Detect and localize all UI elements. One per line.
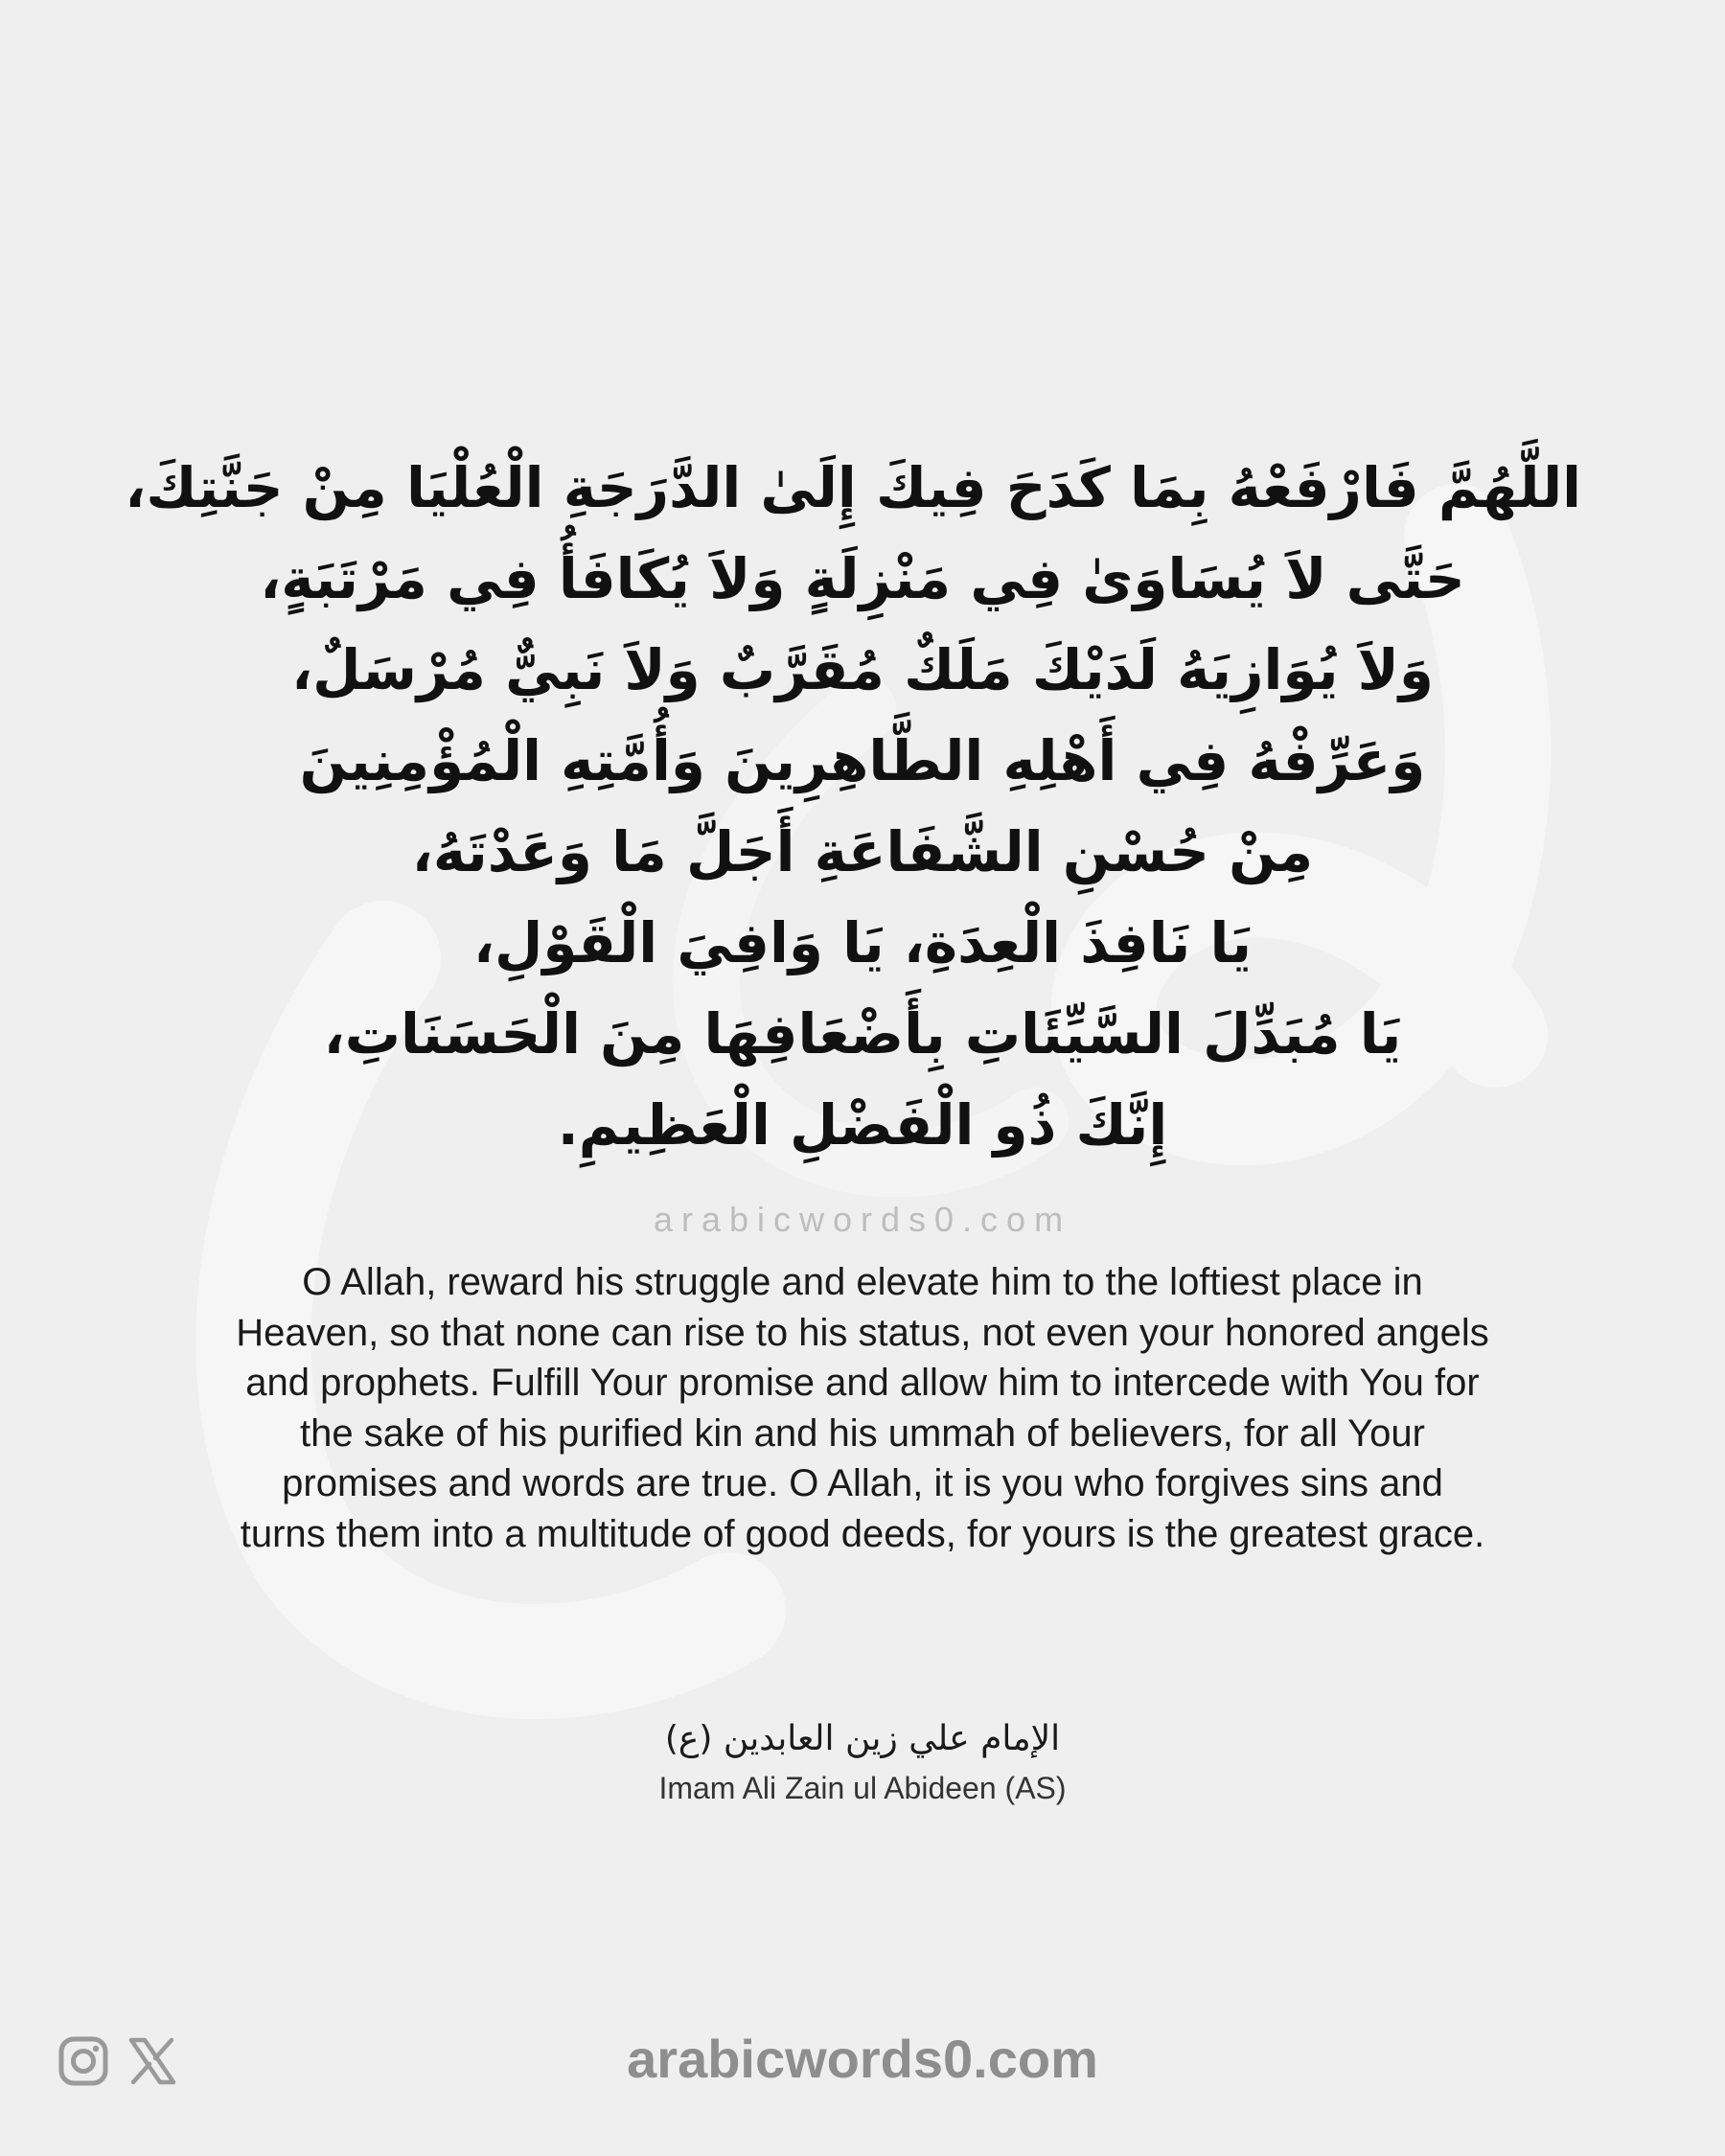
arabic-line-6: يَا نَافِذَ الْعِدَةِ، يَا وَافِيَ الْقَوْلِ، [473,910,1252,975]
english-translation [144,1257,1581,1559]
arabic-line-5: مِنْ حُسْنِ الشَّفَاعَةِ أَجَلَّ مَا وَعَدْتَهُ، [411,819,1314,884]
arabic-line-7: يَا مُبَدِّلَ السَّيِّئَاتِ بِأَضْعَافِهَا مِنَ الْحَسَنَاتِ، [323,1001,1402,1067]
translation-line-6: turns them into a multitude of good deeds, for yours is the greatest grace. [240,1512,1485,1555]
attribution-english: Imam Ali Zain ul Abideen (AS) [658,1771,1067,1805]
arabic-line-8: إِنَّكَ ذُو الْفَضْلِ الْعَظِيمِ. [557,1092,1168,1158]
translation-line-1: O Allah, reward his struggle and elevate him to the loftiest place in [302,1261,1423,1303]
watermark-site-text: arabicwords0.com [653,1200,1072,1239]
translation-line-4: the sake of his purified kin and his ummah of believers, for all Your [300,1411,1425,1455]
attribution-arabic: الإمام علي زين العابدين (ع) [664,1719,1061,1758]
footer-site-link[interactable]: arabicwords0.com [627,2029,1098,2089]
arabic-line-4: وَعَرِّفْهُ فِي أَهْلِهِ الطَّاهِرِينَ وَأُمَّتِهِ الْمُؤْمِنِينَ [299,728,1426,793]
arabic-line-3: وَلاَ يُوَازِيَهُ لَدَيْكَ مَلَكٌ مُقَرَّبٌ وَلاَ نَبِيٌّ مُرْسَلٌ، [291,637,1434,702]
arabic-prayer-text [125,443,1581,1171]
arabic-line-2: حَتَّى لاَ يُسَاوَىٰ فِي مَنْزِلَةٍ وَلاَ يُكَافَأُ فِي مَرْتَبَةٍ، [260,546,1465,611]
translation-line-3: and prophets. Fulfill Your promise and allow him to intercede with You for [245,1362,1480,1404]
arabic-line-1: اللَّهُمَّ فَارْفَعْهُ بِمَا كَدَحَ فِيكَ إِلَىٰ الدَّرَجَةِ الْعُلْيَا مِنْ جَنَّتِكَ، [125,455,1581,520]
translation-line-5: promises and words are true. O Allah, it is you who forgives sins and [282,1462,1443,1504]
translation-line-2: Heaven, so that none can rise to his status, not even your honored angels [236,1311,1489,1354]
